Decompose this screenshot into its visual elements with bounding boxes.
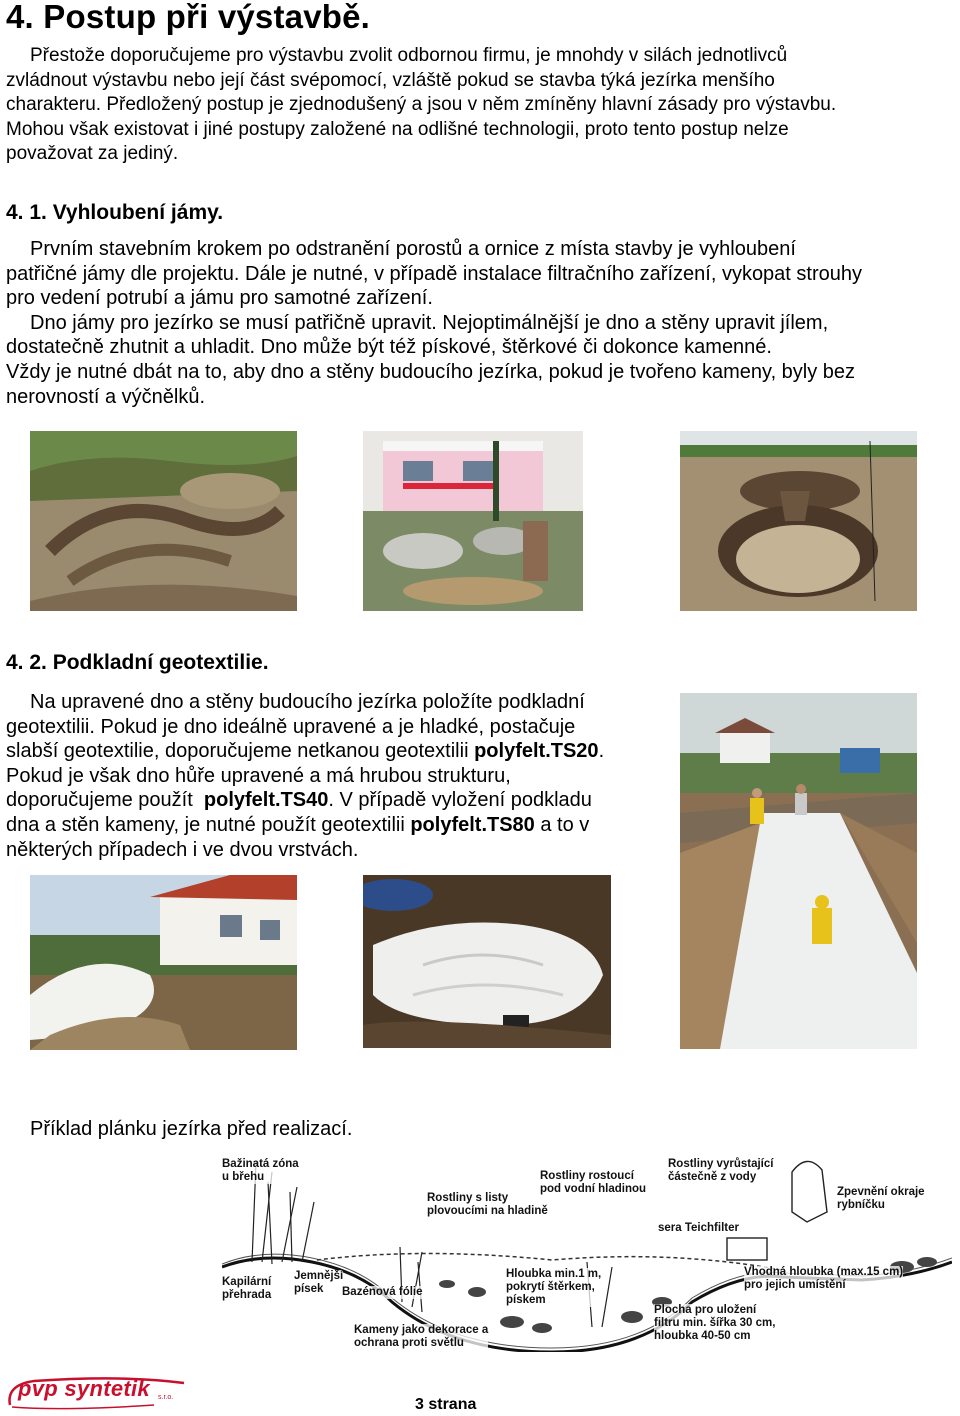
company-logo-text: pvp syntetik [18, 1376, 150, 1401]
photo-round-pit [680, 431, 917, 611]
intro-line: Mohou však existovat i jiné postupy založené na odlišné technologii, proto tento postup nelze [6, 118, 789, 140]
page-title: 4. Postup při výstavbě. [6, 0, 371, 35]
section-1-line: dostatečně zhutnit a uhladit. Dno může být též pískové, štěrkové či dokonce kamenné. [6, 336, 772, 359]
section-2-line: doporučujeme použít [6, 789, 204, 812]
intro-line: považovat za jediný. [6, 143, 179, 165]
section-2-heading: 4. 2. Podkladní geotextilie. [6, 651, 269, 674]
section-1-paragraph [6, 237, 862, 409]
intro-paragraph [6, 44, 836, 167]
photo-house-garden [363, 431, 583, 611]
section-2-paragraph [6, 690, 666, 862]
punctuation: . [598, 740, 605, 763]
label-floating-plants: Rostliny s listy plovoucími na hladině [427, 1192, 548, 1217]
company-logo-suffix: s.r.o. [158, 1394, 174, 1401]
section-2-line: Pokud je však dno hůře upravené a má hrubou strukturu, [6, 764, 511, 787]
section-1-line: pro vedení potrubí a jámu pro samotné zařízení. [6, 287, 433, 310]
label-teichfilter: sera Teichfilter [658, 1222, 739, 1234]
product-name: polyfelt.TS20 [474, 740, 599, 763]
section-1-line: Dno jámy pro jezírko se musí patřičně upravit. Nejoptimálnější je dno a stěny upravit jílem, [30, 311, 829, 334]
label-marsh-zone: Bažinatá zóna u břehu [222, 1158, 299, 1183]
section-1-line: nerovností a výčnělků. [6, 385, 205, 408]
section-2-line: dna a stěn kameny, je nutné použít geotextilii [6, 813, 411, 836]
label-finer-sand: Jemnější písek [294, 1270, 344, 1295]
section-1-line: patřičné jámy dle projektu. Dále je nutné, v případě instalace filtračního zařízení, vykopat strouhy [6, 262, 863, 285]
section-2-line: geotextilii. Pokud je dno ideálně upravené a je hladké, postačuje [6, 715, 576, 738]
page-number: 3 strana [415, 1396, 477, 1413]
section-2-line: slabší geotextilie, doporučujeme netkanou geotextilii [6, 740, 475, 763]
product-name: polyfelt.TS40 [203, 789, 329, 812]
section-1-line: Vždy je nutné dbát na to, aby dno a stěny budoucího jezírka, pokud je tvořeno kameny, byly bez [6, 360, 856, 383]
label-edge-reinforcement: Zpevnění okraje rybníčku [837, 1186, 925, 1211]
label-submerged-plants: Rostliny rostoucí pod vodní hladinou [540, 1170, 647, 1195]
label-decorative-stones: Kameny jako dekorace a ochrana proti světlu [354, 1324, 489, 1349]
label-depth-min: Hloubka min.1 m, pokrytí štěrkem, pískem [506, 1268, 602, 1306]
photo-workers-geotextile [680, 693, 917, 1049]
label-suitable-depth: Vhodná hloubka (max.15 cm) pro jejich umístění [744, 1266, 904, 1291]
pond-plan-diagram [222, 1152, 952, 1352]
section-2-line: Na upravené dno a stěny budoucího jezírka položíte podkladní [30, 691, 585, 713]
diagram-caption: Příklad plánku jezírka před realizací. [30, 1118, 353, 1140]
intro-line: charakteru. Předložený postup je zjednodušený a jsou v něm zmíněny hlavní zásady pro výstavbu. [6, 94, 837, 116]
section-1-heading: 4. 1. Vyhloubení jámy. [6, 201, 224, 224]
section-1-line: Prvním stavebním krokem po odstranění porostů a ornice z místa stavby je vyhloubení [30, 238, 796, 260]
photo-white-geotextile-pit [363, 875, 611, 1048]
section-2-line: některých případech i ve dvou vrstvách. [6, 838, 359, 861]
product-name: polyfelt.TS80 [410, 813, 535, 836]
section-2-line: a to v [534, 813, 590, 836]
label-capillary-barrier: Kapilární přehrada [222, 1276, 272, 1301]
intro-line: zvládnout výstavbu nebo její část svépomocí, vzláště pokud se stavba týká jezírka menšího [6, 69, 775, 91]
intro-line: Přestože doporučujeme pro výstavbu zvolit odbornou firmu, je mnohdy v silách jednotlivců [30, 45, 788, 66]
label-pond-liner: Bazénová fólie [342, 1286, 423, 1298]
photo-excavated-terraces [30, 431, 297, 611]
label-emergent-plants: Rostliny vyrůstající částečně z vody [668, 1158, 774, 1183]
section-2-line: . V případě vyložení podkladu [328, 789, 592, 812]
label-filter-area: Plocha pro uložení filtru min. šířka 30 cm, hloubka 40-50 cm [654, 1304, 776, 1342]
photo-house-geotextile [30, 875, 297, 1050]
